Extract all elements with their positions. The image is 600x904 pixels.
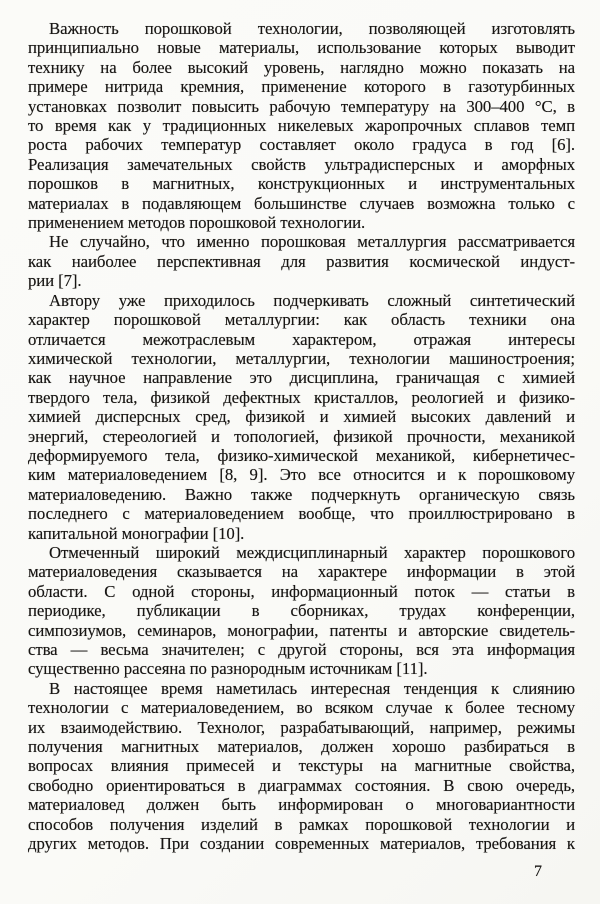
- text-line: отличается межотраслевым характером, отражая интересы: [28, 329, 575, 349]
- text-line: Важность порошковой технологии, позволяющей изготовлять: [49, 19, 575, 38]
- text-line: капитальной монографии [10].: [28, 523, 245, 543]
- text-line: последнего с материаловедением вообще, что проиллюстрировано в: [28, 504, 575, 524]
- text-line: как научное направление это дисциплина, граничащая с химией: [28, 368, 575, 388]
- text-line: технику на более высокий уровень, наглядно можно показать на: [28, 57, 575, 77]
- text-line: энергий, стереологией и топологией, физикой прочности, механикой: [28, 426, 575, 446]
- text-line: существенно рассеяна по разнородным источникам [11].: [28, 659, 428, 679]
- text-line: установках позволит повысить рабочую температуру на 300–400 °С, в: [28, 96, 575, 116]
- text-line: рии [7].: [28, 271, 82, 291]
- page-number: 7: [534, 863, 542, 881]
- text-line: Отмеченный широкий междисциплинарный характер порошкового: [49, 542, 575, 562]
- text-line: материаловедения сказывается на характере информации в этой: [28, 562, 575, 582]
- text-line: примере нитрида кремния, применение которого в газотурбинных: [28, 77, 575, 97]
- text-line: материаловед должен быть информирован о многовариантности: [28, 795, 575, 815]
- text-line: ства — весьма значителен; с другой стороны, вся эта информация: [28, 640, 575, 659]
- paragraph: [28, 232, 575, 290]
- text-line: Реализация замечательных свойств ультрадисперсных и аморфных: [28, 154, 575, 174]
- text-line: периодике, публикации в сборниках, трудах конференции,: [28, 601, 575, 621]
- text-line: порошков в магнитных, конструкционных и инструментальных: [28, 174, 575, 194]
- text-line: деформируемого тела, физико-химической механикой, кибернетичес-: [28, 445, 575, 465]
- paragraph: [28, 19, 575, 232]
- text-line: симпозиумов, семинаров, монографии, патенты и авторские свидетель-: [28, 620, 575, 640]
- text-line: химией дисперсных сред, физикой и химией высоких давлений и: [28, 407, 575, 427]
- text-line: Автору уже приходилось подчеркивать сложный синтетический: [49, 290, 575, 310]
- text-line: применением методов порошковой технологии.: [28, 213, 366, 233]
- text-line: роста рабочих температур составляет около градуса в год [6].: [28, 135, 575, 155]
- text-line: химической технологии, металлургии, технологии машиностроения;: [28, 348, 575, 368]
- text-line: принципиально новые материалы, использование которых выводит: [28, 38, 575, 58]
- text-line: свободно ориентироваться в диаграммах состояния. В свою очередь,: [28, 775, 575, 795]
- text-line: ким материаловедением [8, 9]. Это все относится и к порошковому: [28, 465, 575, 485]
- text-line: их взаимодействию. Технолог, разрабатывающий, например, режимы: [28, 717, 575, 737]
- text-line: других методов. При создании современных материалов, требования к: [28, 834, 575, 854]
- text-line: материаловедению. Важно также подчеркнуть органическую связь: [28, 484, 575, 504]
- text-line: материалах в подавляющем большинстве случаев возможна только с: [28, 193, 575, 213]
- text-line: Не случайно, что именно порошковая металлургия рассматривается: [49, 232, 575, 252]
- text-line: получения магнитных материалов, должен хорошо разбираться в: [28, 737, 575, 757]
- text-line: технологии с материаловедением, во всяком случае к более тесному: [28, 698, 575, 718]
- text-line: характер порошковой металлургии: как область техники она: [28, 310, 575, 330]
- text-line: способов получения изделий в рамках порошковой технологии и: [28, 814, 575, 834]
- text-block: [28, 19, 575, 881]
- text-line: области. С одной стороны, информационный поток — статьи в: [28, 581, 575, 601]
- paragraph: [28, 291, 575, 543]
- text-line: В настоящее время наметилась интересная тенденция к слиянию: [49, 678, 575, 698]
- text-line: то время как у традиционных никелевых жаропрочных сплавов темп: [28, 116, 575, 136]
- text-line: вопросах влияния примесей и текстуры на магнитные свойства,: [28, 756, 575, 776]
- paragraph: [28, 679, 575, 854]
- text-line: как наиболее перспективная для развития космической индуст-: [28, 251, 575, 271]
- text-line: твердого тела, физикой дефектных кристаллов, реологией и физико-: [28, 387, 575, 407]
- paragraph: [28, 543, 575, 679]
